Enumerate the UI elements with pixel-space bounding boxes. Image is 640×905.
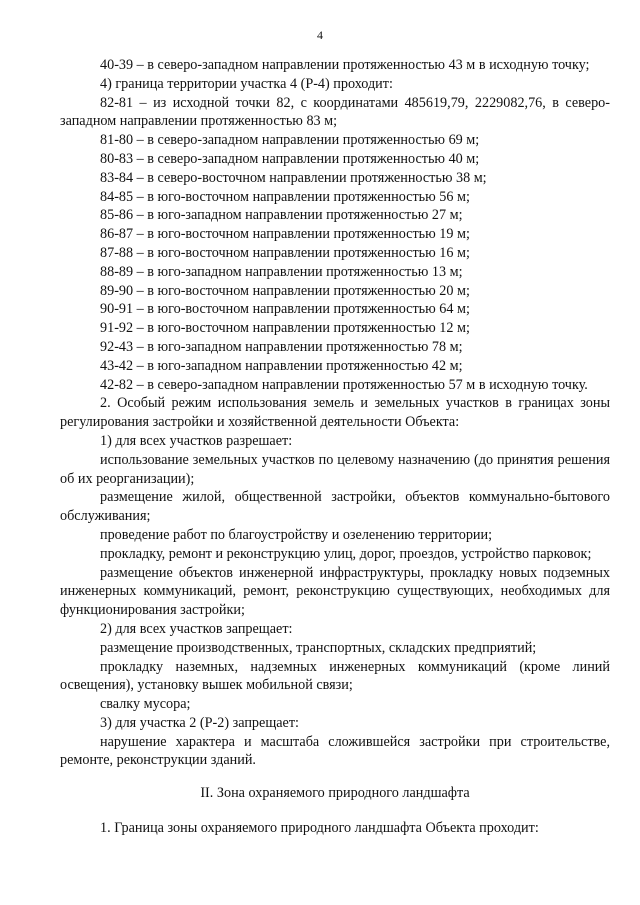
paragraph: размещение производственных, транспортных, складских предприятий; xyxy=(100,639,537,656)
paragraph: 42-82 – в северо-западном направлении протяженностью 57 м в исходную точку. xyxy=(100,376,588,393)
list-item: 80-83 – в северо-западном направлении протяженностью 40 м; xyxy=(100,150,480,167)
paragraph: размещение жилой, общественной застройки, объектов коммунально-бытового обслуживания; xyxy=(60,489,610,525)
list-item: 91-92 – в юго-восточном направлении протяженностью 12 м; xyxy=(100,320,470,337)
paragraph: 1) для всех участков разрешает: xyxy=(100,432,293,449)
list-item: 90-91 – в юго-восточном направлении протяженностью 64 м; xyxy=(100,301,470,318)
paragraph: прокладку наземных, надземных инженерных коммуникаций (кроме линий освещения), установку вышек мобильной связи; xyxy=(60,658,610,694)
paragraph: 3) для участка 2 (Р-2) запрещает: xyxy=(100,714,299,731)
list-item: 92-43 – в юго-западном направлении протяженностью 78 м; xyxy=(100,338,463,355)
list-item: 43-42 – в юго-западном направлении протяженностью 42 м; xyxy=(100,357,463,374)
page-number: 4 xyxy=(317,28,323,42)
paragraph: размещение объектов инженерной инфраструктуры, прокладку новых подземных инженерных коммуникаций, ремонт, реконструкцию существующих, необходимых для функционирования застройки; xyxy=(60,564,610,619)
document-body xyxy=(60,56,610,838)
paragraph: прокладку, ремонт и реконструкцию улиц, дорог, проездов, устройство парковок; xyxy=(100,545,592,562)
list-item: 85-86 – в юго-западном направлении протяженностью 27 м; xyxy=(100,207,463,224)
paragraph: 2. Особый режим использования земель и земельных участков в границах зоны регулирования застройки и хозяйственной деятельности Объекта: xyxy=(60,395,610,431)
paragraph: 82-81 – из исходной точки 82, с координатами 485619,79, 2229082,76, в северо-западном направлении протяженностью 83 м; xyxy=(60,94,610,130)
list-item: 81-80 – в северо-западном направлении протяженностью 69 м; xyxy=(100,132,480,149)
paragraph: 1. Граница зоны охраняемого природного ландшафта Объекта проходит: xyxy=(100,820,539,837)
list-item: 89-90 – в юго-восточном направлении протяженностью 20 м; xyxy=(100,282,470,299)
paragraph: свалку мусора; xyxy=(100,696,191,713)
section-heading: II. Зона охраняемого природного ландшафта xyxy=(200,785,470,802)
list-item: 86-87 – в юго-восточном направлении протяженностью 19 м; xyxy=(100,226,470,243)
spacer xyxy=(60,803,610,819)
paragraph: 40-39 – в северо-западном направлении протяженностью 43 м в исходную точку; xyxy=(100,57,590,73)
spacer xyxy=(60,770,610,784)
list-item: 83-84 – в северо-восточном направлении протяженностью 38 м; xyxy=(100,169,487,186)
paragraph: 4) граница территории участка 4 (Р-4) проходит: xyxy=(100,75,393,92)
paragraph: использование земельных участков по целевому назначению (до принятия решения об их реорганизации); xyxy=(60,451,610,487)
paragraph: 2) для всех участков запрещает: xyxy=(100,620,293,637)
paragraph: нарушение характера и масштаба сложившейся застройки при строительстве, ремонте, реконструкции зданий. xyxy=(60,733,610,769)
list-item: 88-89 – в юго-западном направлении протяженностью 13 м; xyxy=(100,263,463,280)
list-item: 84-85 – в юго-восточном направлении протяженностью 56 м; xyxy=(100,188,470,205)
paragraph: проведение работ по благоустройству и озеленению территории; xyxy=(100,526,493,543)
list-item: 87-88 – в юго-восточном направлении протяженностью 16 м; xyxy=(100,244,470,261)
